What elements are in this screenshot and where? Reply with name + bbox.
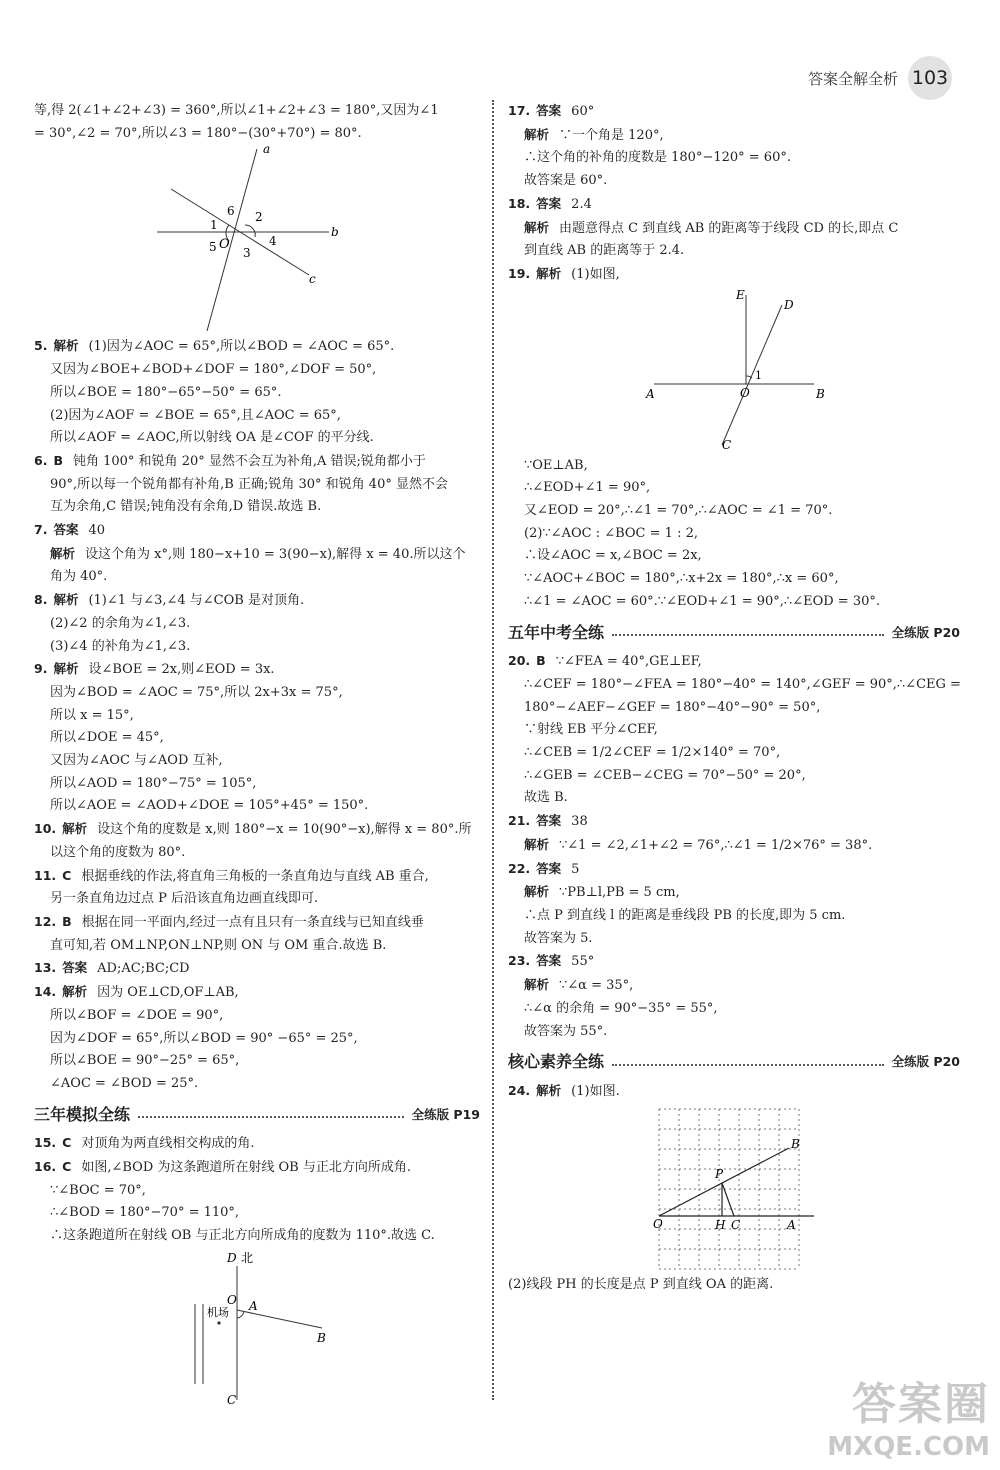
header-title: 答案全解全析 <box>807 69 898 88</box>
label-2: 2 <box>255 210 263 225</box>
text-line: 如图,∠BOD 为这条跑道所在射线 OB 与正北方向所成角. <box>81 1160 411 1176</box>
q-number: 10. <box>34 821 57 837</box>
text-line: ∠AOC = ∠BOD = 25°. <box>50 1075 199 1091</box>
text-line: 故答案为 5. <box>524 930 593 946</box>
q-tag: 答案 <box>536 103 562 118</box>
q-number: 6. <box>34 452 48 468</box>
q-tag: C <box>62 1159 72 1175</box>
q-number: 21. <box>508 813 531 829</box>
text-line: ∵射线 EB 平分∠CEF, <box>524 722 658 738</box>
q-number: 23. <box>508 953 531 969</box>
text-line: 钝角 100° 和锐角 20° 显然不会互为补角,A 错误;锐角都小于 <box>72 453 426 469</box>
text-line: (2)∵∠AOC : ∠BOC = 1 : 2, <box>524 525 698 541</box>
label-p: P <box>715 1166 724 1181</box>
text-line: 所以∠AOE = ∠AOD+∠DOE = 105°+45° = 150°. <box>50 798 369 814</box>
q-tag: C <box>62 867 72 883</box>
text-line: (2)∠2 的余角为∠1,∠3. <box>50 615 191 631</box>
text-line: ∵∠1 = ∠2,∠1+∠2 = 76°,∴∠1 = 1/2×76° = 38°. <box>559 837 873 853</box>
q-tag: 解析 <box>524 884 550 900</box>
text-line: 等,得 2(∠1+∠2+∠3) = 360°,所以∠1+∠2+∠3 = 180°,又因为∠1 <box>34 103 439 118</box>
watermark-logo: 答案圈 <box>852 1379 990 1430</box>
q-tag: 答案 <box>536 953 562 969</box>
text-line: (2)线段 PH 的长度是点 P 到直线 OA 的距离. <box>508 1276 774 1292</box>
text-line: ∴∠EOD+∠1 = 90°, <box>524 480 651 496</box>
label-6: 6 <box>227 204 235 219</box>
q-tag: 解析 <box>536 265 562 281</box>
section-ref: 全练版 P20 <box>891 1054 960 1070</box>
text-line: 到直线 AB 的距离等于 2.4. <box>524 243 685 259</box>
text-line: (1)如图, <box>571 266 620 282</box>
right-column <box>508 100 960 1296</box>
text-line: ∵∠α = 35°, <box>559 978 634 994</box>
text-line: 因为∠BOD = ∠AOC = 75°,所以 2x+3x = 75°, <box>50 684 343 700</box>
answer-text: 55° <box>571 954 595 970</box>
label-c: C <box>722 437 732 452</box>
q-tag: 解析 <box>53 338 79 354</box>
text-line: ∴点 P 到直线 l 的距离是垂线段 PB 的长度,即为 5 cm. <box>524 907 846 923</box>
q-number: 17. <box>508 103 531 118</box>
text-line: 设这个角为 x°,则 180−x+10 = 3(90−x),解得 x = 40.所以这个 <box>85 546 466 562</box>
answer-text: 2.4 <box>571 196 592 212</box>
answer-text: AD;AC;BC;CD <box>97 961 190 977</box>
text-line: ∴设∠AOC = x,∠BOC = 2x, <box>524 548 702 564</box>
text-line: (2)因为∠AOF = ∠BOE = 65°,且∠AOC = 65°, <box>50 407 341 423</box>
q-number: 7. <box>34 522 48 538</box>
section-ref: 全练版 P20 <box>891 624 960 640</box>
q-number: 5. <box>34 338 48 354</box>
text-line: ∵OE⊥AB, <box>524 457 588 473</box>
text-line: 所以 x = 15°, <box>50 707 134 723</box>
text-line: 故选 B. <box>524 790 568 806</box>
answer-text: 60° <box>571 104 595 119</box>
q-tag: 答案 <box>53 522 79 538</box>
text-line: 90°,所以每一个锐角都有补角,B 正确;锐角 30° 和锐角 40° 显然不会 <box>50 476 448 492</box>
text-line: 又因为∠BOE+∠BOD+∠DOF = 180°,∠DOF = 50°, <box>50 362 377 378</box>
text-line: ∴∠BOD = 180°−70° = 110°, <box>50 1205 240 1221</box>
text-line: 互为余角,C 错误;钝角没有余角,D 错误.故选 B. <box>50 499 322 515</box>
section-ref: 全练版 P19 <box>411 1106 480 1122</box>
dotted-leader <box>612 634 884 636</box>
q-number: 18. <box>508 195 531 211</box>
label-a: A <box>646 386 655 401</box>
label-o: O <box>227 1292 237 1307</box>
text-line: 所以∠DOE = 45°, <box>50 730 164 746</box>
label-1: 1 <box>755 368 762 382</box>
section-title: 核心素养全练 <box>508 1052 605 1072</box>
q-number: 22. <box>508 860 531 876</box>
q-number: 11. <box>34 867 57 883</box>
page-header <box>808 56 952 100</box>
label-o: O <box>740 385 750 400</box>
text-line: (3)∠4 的补角为∠1,∠3. <box>50 638 191 654</box>
q-tag: 解析 <box>53 661 79 677</box>
figure-runway <box>157 1248 357 1408</box>
q-tag: 答案 <box>536 195 562 211</box>
q-number: 24. <box>508 1082 531 1098</box>
q-tag: 解析 <box>53 592 79 608</box>
text-line: 故答案是 60°. <box>524 173 608 189</box>
q-tag: 解析 <box>524 126 550 142</box>
q-tag: 解析 <box>536 1082 562 1098</box>
column-divider <box>492 100 494 1400</box>
label-airport: 机场 <box>207 1305 229 1319</box>
label-o: O <box>653 1216 663 1231</box>
text-line: ∴∠1 = ∠AOC = 60°.∵∠EOD+∠1 = 90°,∴∠EOD = 30°. <box>524 593 880 609</box>
label-a: a <box>263 145 271 157</box>
label-d: D <box>784 297 794 312</box>
page-number: 103 <box>908 56 952 100</box>
label-b: B <box>791 1136 800 1151</box>
text-line: ∵∠AOC+∠BOC = 180°,∴x+2x = 180°,∴x = 60°, <box>524 571 839 587</box>
label-d: D <box>227 1250 237 1265</box>
label-4: 4 <box>269 234 277 249</box>
label-a: A <box>249 1298 258 1313</box>
text-line: (1)∠1 与∠3,∠4 与∠COB 是对顶角. <box>88 593 305 609</box>
label-c: c <box>309 272 316 287</box>
dotted-leader <box>138 1116 404 1118</box>
q-tag: B <box>536 653 546 669</box>
label-o: O <box>219 237 230 253</box>
text-line: ∴这条跑道所在射线 OB 与正北方向所成角的度数为 110°.故选 C. <box>50 1228 435 1244</box>
text-line: ∵一个角是 120°, <box>559 127 664 143</box>
q-tag: 答案 <box>536 860 562 876</box>
section-title: 三年模拟全练 <box>34 1104 131 1124</box>
text-line: 又因为∠AOC 与∠AOD 互补, <box>50 753 223 769</box>
q-number: 15. <box>34 1135 57 1151</box>
text-line: ∴∠GEB = ∠CEB−∠CEG = 70°−50° = 20°, <box>524 767 806 783</box>
q-number: 9. <box>34 661 48 677</box>
q-number: 19. <box>508 265 531 281</box>
label-h: H <box>715 1217 726 1232</box>
text-line: ∵PB⊥l,PB = 5 cm, <box>559 885 680 901</box>
text-line: 所以∠BOE = 90°−25° = 65°, <box>50 1053 240 1069</box>
q-tag: 解析 <box>62 821 88 837</box>
text-line: 所以∠BOF = ∠DOE = 90°, <box>50 1007 224 1023</box>
text-line: ∵∠BOC = 70°, <box>50 1182 146 1198</box>
figure-perpendicular <box>624 287 844 455</box>
q-number: 16. <box>34 1159 57 1175</box>
text-line: ∴∠CEF = 180°−∠FEA = 180°−40° = 140°,∠GEF = 90°,∴∠CEG = <box>524 676 961 692</box>
q-tag: C <box>62 1135 72 1151</box>
q-tag: 答案 <box>536 813 562 829</box>
text-line: (1)因为∠AOC = 65°,所以∠BOD = ∠AOC = 65°. <box>88 339 395 355</box>
label-5: 5 <box>209 240 217 255</box>
label-3: 3 <box>243 246 251 261</box>
figure-grid <box>639 1104 829 1274</box>
q-tag: 解析 <box>524 836 550 852</box>
text-line: 根据垂线的作法,将直角三角板的一条直角边与直线 AB 重合, <box>81 868 429 884</box>
text-line: 角为 40°. <box>50 569 108 585</box>
text-line: 对顶角为两直线相交构成的角. <box>81 1136 255 1152</box>
text-line: 故答案为 55°. <box>524 1023 608 1039</box>
text-line: 因为∠DOF = 65°,所以∠BOD = 90° −65° = 25°, <box>50 1030 358 1046</box>
text-line: 根据在同一平面内,经过一点有且只有一条直线与已知直线垂 <box>81 914 424 930</box>
label-b: B <box>317 1330 326 1345</box>
text-line: 设∠BOE = 2x,则∠EOD = 3x. <box>88 662 275 678</box>
answer-text: 5 <box>571 861 580 877</box>
text-line: 设这个角的度数是 x,则 180°−x = 10(90°−x),解得 x = 80°.所 <box>97 822 472 838</box>
label-1: 1 <box>210 218 218 233</box>
text-line: 由题意得点 C 到直线 AB 的距离等于线段 CD 的长,即点 C <box>559 220 899 236</box>
watermark <box>827 1368 990 1462</box>
q-tag: 解析 <box>524 977 550 993</box>
q-tag: 解析 <box>50 545 76 561</box>
section-heading <box>508 1051 960 1074</box>
left-column <box>34 100 480 1408</box>
label-e: E <box>736 287 745 302</box>
text-line: 因为 OE⊥CD,OF⊥AB, <box>97 985 239 1001</box>
q-number: 13. <box>34 960 57 976</box>
text-line: 又∠EOD = 20°,∴∠1 = 70°,∴∠AOC = ∠1 = 70°. <box>524 503 833 519</box>
text-line: ∴∠CEB = 1/2∠CEF = 1/2×140° = 70°, <box>524 745 781 761</box>
answer-text: 40 <box>88 523 106 539</box>
text-line: (1)如图. <box>571 1083 620 1099</box>
label-b: B <box>816 386 825 401</box>
label-north: 北 <box>241 1250 254 1265</box>
label-c: C <box>227 1392 237 1407</box>
q-tag: 解析 <box>62 984 88 1000</box>
text-line: ∴这个角的补角的度数是 180°−120° = 60°. <box>524 150 791 166</box>
q-number: 14. <box>34 984 57 1000</box>
text-line: 所以∠AOF = ∠AOC,所以射线 OA 是∠COF 的平分线. <box>50 430 374 446</box>
text-line: 直可知,若 OM⊥NP,ON⊥NP,则 ON 与 OM 重合.故选 B. <box>50 937 387 953</box>
q-tag: 解析 <box>524 219 550 235</box>
dotted-leader <box>612 1064 884 1066</box>
label-a: A <box>787 1217 796 1232</box>
text-line: 所以∠BOE = 180°−65°−50° = 65°. <box>50 384 282 400</box>
label-b: b <box>331 225 339 240</box>
label-c: C <box>731 1217 741 1232</box>
q-tag: B <box>53 452 63 468</box>
text-line: 另一条直角边过点 P 后沿该直角边画直线即可. <box>50 891 319 907</box>
q-number: 12. <box>34 913 57 929</box>
answer-text: 38 <box>571 814 588 830</box>
section-heading <box>508 622 960 645</box>
text-line: 所以∠AOD = 180°−75° = 105°, <box>50 775 257 791</box>
section-title: 五年中考全练 <box>508 622 605 642</box>
q-number: 8. <box>34 592 48 608</box>
text-line: = 30°,∠2 = 70°,所以∠3 = 180°−(30°+70°) = 80°. <box>34 125 362 141</box>
text-line: 180°−∠AEF−∠GEF = 180°−40°−90° = 50°, <box>524 699 821 715</box>
q-tag: B <box>62 913 72 929</box>
watermark-url: MXQE.COM <box>827 1432 990 1462</box>
section-heading <box>34 1104 480 1127</box>
text-line: ∵∠FEA = 40°,GE⊥EF, <box>555 654 702 670</box>
text-line: ∴∠α 的余角 = 90°−35° = 55°, <box>524 1000 718 1016</box>
figure-intersecting-lines <box>157 145 357 335</box>
q-tag: 答案 <box>62 960 88 976</box>
q-number: 20. <box>508 653 531 669</box>
text-line: 以这个角的度数为 80°. <box>50 844 186 860</box>
